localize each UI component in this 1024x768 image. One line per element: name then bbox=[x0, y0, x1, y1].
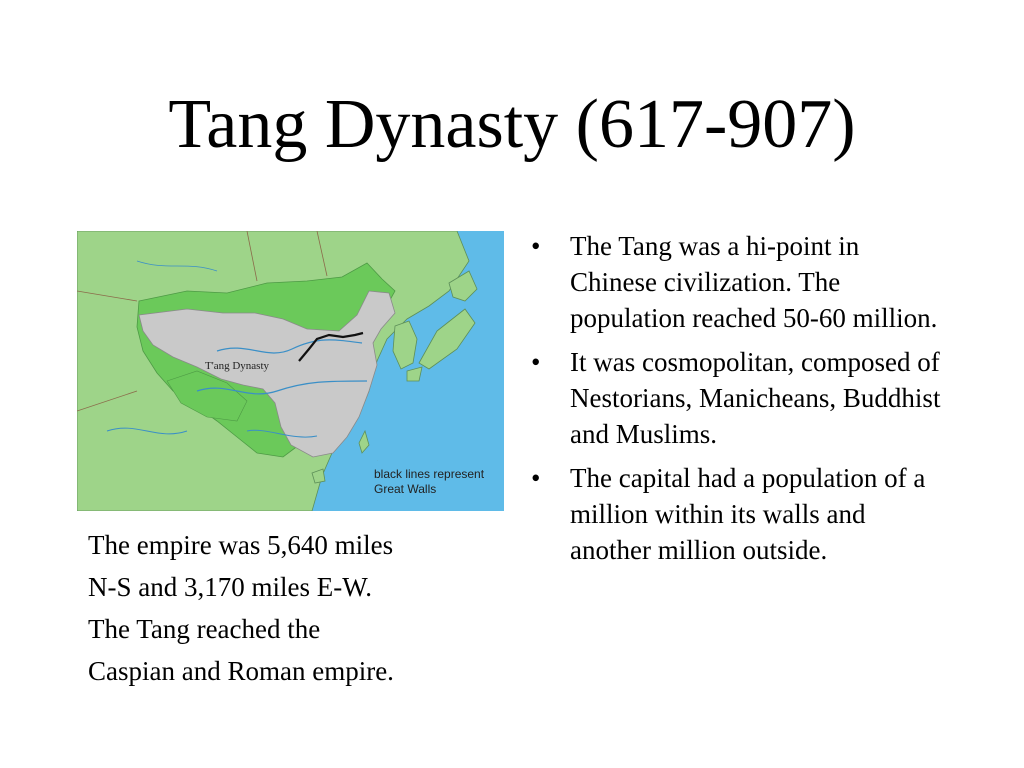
bullet-item bbox=[529, 344, 949, 452]
map-legend-line-2: Great Walls bbox=[374, 482, 437, 496]
slide-title: Tang Dynasty (617-907) bbox=[168, 86, 856, 163]
bullet-text: The Tang was a hi-point in Chinese civilization. The population reached 50-60 million. bbox=[570, 231, 938, 333]
bullet-item bbox=[529, 460, 949, 568]
bullet-marker: • bbox=[531, 231, 541, 261]
bullet-item bbox=[529, 228, 949, 336]
caption-line-3: The Tang reached the bbox=[88, 614, 321, 644]
bullet-marker: • bbox=[531, 463, 541, 493]
map-legend-line-1: black lines represent bbox=[374, 467, 485, 481]
map-caption bbox=[88, 524, 508, 692]
map-legend-note bbox=[374, 467, 484, 497]
caption-line-1: The empire was 5,640 miles bbox=[88, 530, 394, 560]
bullet-marker: • bbox=[531, 347, 541, 377]
bullet-list bbox=[529, 228, 949, 576]
caption-line-2: N-S and 3,170 miles E-W. bbox=[88, 572, 372, 602]
bullet-text: The capital had a population of a million within its walls and another million outside. bbox=[570, 463, 926, 565]
bullet-text: It was cosmopolitan, composed of Nestorians, Manicheans, Buddhist and Muslims. bbox=[570, 347, 941, 449]
map-region-label: T'ang Dynasty bbox=[205, 360, 269, 372]
caption-line-4: Caspian and Roman empire. bbox=[88, 656, 394, 686]
tang-dynasty-map bbox=[77, 231, 504, 511]
